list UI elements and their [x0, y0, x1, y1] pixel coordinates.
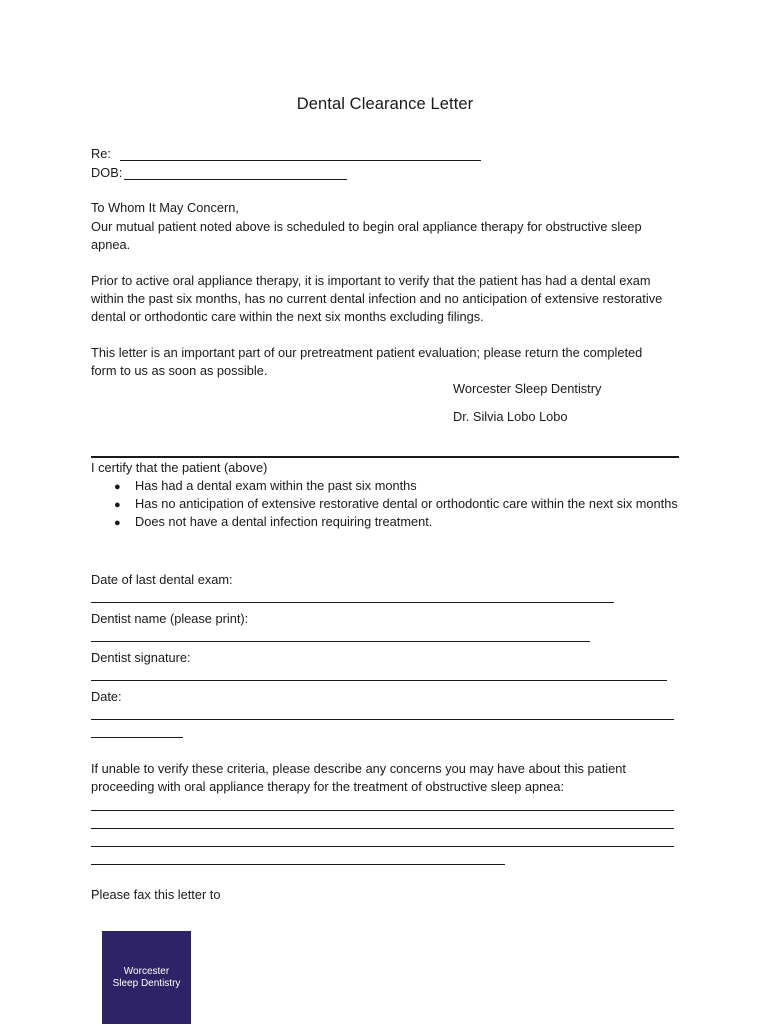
page-title: Dental Clearance Letter [296, 95, 474, 113]
greeting: To Whom It May Concern, [91, 200, 239, 215]
paragraph-intro-text: Our mutual patient noted above is scheduled to begin oral appliance therapy for obstructive sleep apnea. [91, 219, 642, 252]
dob-blank-line[interactable] [124, 179, 347, 180]
concerns-paragraph [91, 760, 681, 796]
re-label: Re: [91, 146, 111, 161]
list-item [91, 513, 691, 531]
paragraph-return [91, 344, 651, 380]
last-exam-label: Date of last dental exam: [91, 572, 233, 587]
dentist-signature-field[interactable] [91, 680, 667, 681]
paragraph-requirements [91, 272, 683, 326]
concerns-line-2[interactable] [91, 828, 674, 829]
concerns-text: If unable to verify these criteria, please describe any concerns you may have about this patient proceeding with oral appliance therapy for the treatment of obstructive sleep apnea: [91, 761, 626, 794]
date-label: Date: [91, 689, 122, 704]
concerns-line-1[interactable] [91, 810, 674, 811]
certify-item-text: Has had a dental exam within the past six months [135, 478, 417, 493]
date-field-continued[interactable] [91, 737, 183, 738]
re-blank-line[interactable] [120, 160, 481, 161]
logo-line-2: Sleep Dentistry [112, 977, 181, 989]
certify-list [91, 477, 691, 531]
logo-line-1: Worcester [123, 965, 170, 977]
worcester-sleep-dentistry-logo [102, 931, 191, 1024]
dentist-signature-label: Dentist signature: [91, 650, 191, 665]
concerns-line-3[interactable] [91, 846, 674, 847]
dob-label: DOB: [91, 165, 123, 180]
dentist-name-field[interactable] [91, 641, 590, 642]
bullet-icon: ● [114, 481, 121, 493]
section-divider [91, 456, 679, 458]
paragraph-return-text: This letter is an important part of our pretreatment patient evaluation; please return the completed form to us as soon as possible. [91, 345, 643, 378]
date-field[interactable] [91, 719, 674, 720]
bullet-icon: ● [114, 517, 121, 529]
concerns-line-4[interactable] [91, 864, 505, 865]
certify-item-text: Does not have a dental infection requiring treatment. [135, 514, 433, 529]
signature-org: Worcester Sleep Dentistry [453, 381, 602, 396]
list-item [91, 495, 691, 513]
signature-name: Dr. Silvia Lobo Lobo [453, 409, 568, 424]
bullet-icon: ● [114, 499, 121, 511]
fax-instruction: Please fax this letter to [91, 887, 221, 902]
paragraph-requirements-text: Prior to active oral appliance therapy, it is important to verify that the patient has had a dental exam within the past six months, has no current dental infection and no anticipation of extensive restorative dental or orthodontic care within the next six months excluding filings. [91, 273, 663, 324]
list-item [91, 477, 691, 495]
certify-item-text: Has no anticipation of extensive restorative dental or orthodontic care within the next six months [135, 496, 678, 511]
certify-intro: I certify that the patient (above) [91, 460, 268, 475]
last-exam-field[interactable] [91, 602, 614, 603]
paragraph-intro [91, 218, 676, 254]
dentist-name-label: Dentist name (please print): [91, 611, 249, 626]
